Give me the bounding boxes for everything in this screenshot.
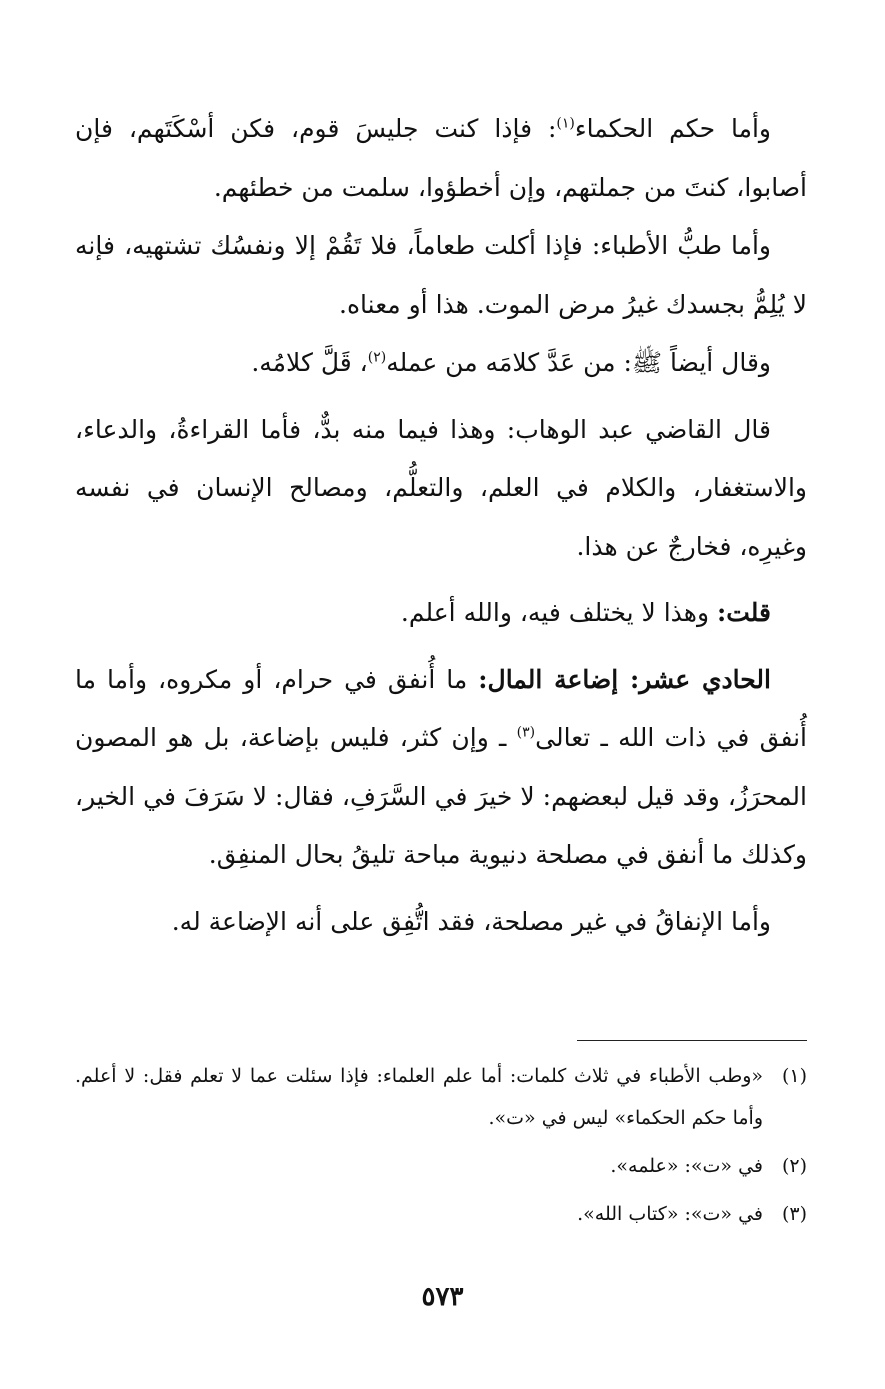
paragraph-6 bbox=[75, 651, 807, 885]
paragraph-7: وأما الإنفاقُ في غير مصلحة، فقد اتُّفِق على أنه الإضاعة له. bbox=[171, 906, 771, 936]
page-number: ٥٧٣ bbox=[421, 1282, 464, 1312]
footnote-3-number: (٣) bbox=[781, 1203, 807, 1225]
section-heading-topic: إضاعة المال: bbox=[478, 664, 630, 694]
footnote-3 bbox=[75, 1193, 807, 1235]
main-text bbox=[75, 100, 807, 959]
paragraph-1 bbox=[75, 100, 807, 217]
paragraph-6-text-a: ما أُنفق في حرام، أو مكروه، وأما ما أُنفق في ذات الله ـ تعالى bbox=[75, 664, 807, 752]
paragraph-5 bbox=[75, 584, 807, 643]
paragraph-1-text-a: وأما حكم الحكماء bbox=[574, 114, 771, 143]
footnote-3-text: في «ت»: «كتاب الله». bbox=[577, 1203, 763, 1225]
footnote-ref-3[interactable]: (٣) bbox=[516, 724, 536, 741]
paragraph-1-text-b: : فإذا كنت جليسَ قوم، فكن أسْكَتَهم، فإن أصابوا، كنتَ من جملتهم، وإن أخطؤوا، سلمت من خطئهم. bbox=[75, 114, 807, 202]
footnotes bbox=[75, 1055, 807, 1241]
footnote-ref-2[interactable]: (٢) bbox=[367, 349, 387, 366]
footnote-2-number: (٢) bbox=[781, 1155, 807, 1177]
paragraph-5-lead: قلت: bbox=[716, 598, 771, 627]
paragraph-4: قال القاضي عبد الوهاب: وهذا فيما منه بدٌّ، فأما القراءةُ، والدعاء، والاستغفار، والكلام في العلم، والتعلُّم، ومصالح الإنسان في نفسه وغيرِه، فخارجٌ عن هذا. bbox=[75, 414, 807, 561]
footnote-2 bbox=[75, 1145, 807, 1187]
paragraph-2: وأما طبُّ الأطباء: فإذا أكلت طعاماً، فلا تَقُمْ إلا ونفسُك تشتهيه، فإنه لا يُلِمُّ بجسدك غيرُ مرض الموت. هذا أو معناه. bbox=[75, 231, 807, 319]
section-heading-eleventh: الحادي عشر: bbox=[629, 664, 771, 694]
footnote-divider bbox=[577, 1040, 807, 1041]
paragraph-3-text-a: وقال أيضاً ﷺ: من عَدَّ كلامَه من عمله bbox=[386, 348, 771, 377]
paragraph-5-text: وهذا لا يختلف فيه، والله أعلم. bbox=[400, 598, 717, 627]
footnote-1 bbox=[75, 1055, 807, 1139]
footnote-1-number: (١) bbox=[781, 1065, 807, 1087]
paragraph-3 bbox=[75, 334, 807, 393]
paragraph-3-text-b: ، قَلَّ كلامُه. bbox=[251, 348, 368, 377]
footnote-2-text: في «ت»: «علمه». bbox=[610, 1155, 763, 1177]
paragraph-6-text-b: ـ وإن كثر، فليس بإضاعة، بل هو المصون المحرَزُ، وقد قيل لبعضهم: لا خيرَ في السَّرَفِ، فقال: لا سَرَفَ في الخير، وكذلك ما أنفق في مصلحة دنيوية مباحة تليقُ بحال المنفِق. bbox=[75, 723, 807, 869]
footnote-ref-1[interactable]: (١) bbox=[556, 115, 575, 132]
footnote-1-text: «وطب الأطباء في ثلاث كلمات: أما علم العلماء: فإذا سئلت عما لا تعلم فقل: لا أعلم. وأما حكم الحكماء» ليس في «ت». bbox=[75, 1065, 763, 1129]
